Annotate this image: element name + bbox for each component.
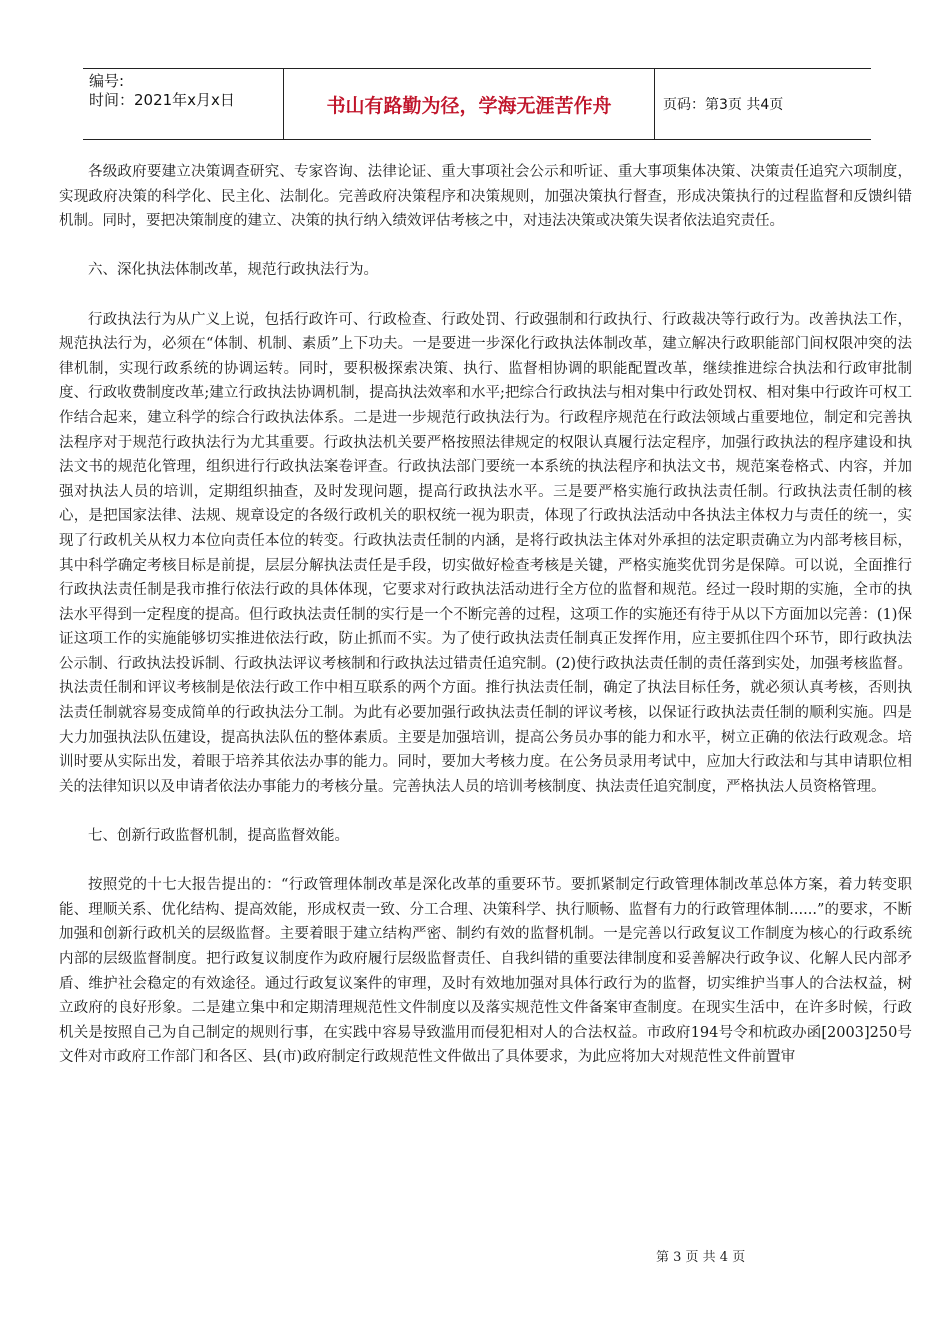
page-footer: 第 3 页 共 4 页 bbox=[656, 1250, 746, 1265]
header-page-info: 页码：第3页 共4页 bbox=[663, 97, 784, 113]
document-body bbox=[59, 160, 912, 1070]
document-number-label: 编号: bbox=[89, 72, 125, 90]
paragraph: 行政执法行为从广义上说，包括行政许可、行政检查、行政处罚、行政强制和行政执行、行政裁决等行政行为。改善执法工作，规范执法行为，必须在“体制、机制、素质”上下功夫。一是要进一步深化行政执法体制改革，建立解决行政职能部门间权限冲突的法律机制，实现行政系统的协调运转。同时，要积极探索决策、执行、监督相协调的职能配置改革，继续推进综合执法和行政审批制度、行政收费制度改革;建立行政执法协调机制，提高执法效率和水平;把综合行政执法与相对集中行政处罚权、相对集中行政许可权工作结合起来，建立科学的综合行政执法体系。二是进一步规范行政执法行为。行政程序规范在行政法领域占重要地位，制定和完善执法程序对于规范行政执法行为尤其重要。行政执法机关要严格按照法律规定的权限认真履行法定程序，加强行政执法的程序建设和执法文书的规范化管理，组织进行行政执法案卷评查。行政执法部门要统一本系统的执法程序和执法文书，规范案卷格式、内容，并加强对执法人员的培训，定期组织抽查，及时发现问题，提高行政执法水平。三是要严格实施行政执法责任制。行政执法责任制的核心，是把国家法律、法规、规章设定的各级行政机关的职权统一视为职责，体现了行政执法活动中各执法主体权力与责任的统一，实现了行政机关从权力本位向责任本位的转变。行政执法责任制的内涵，是将行政执法主体对外承担的法定职责确立为内部考核目标，其中科学确定考核目标是前提，层层分解执法责任是手段，切实做好检查考核是关键，严格实施奖优罚劣是保障。可以说，全面推行行政执法责任制是我市推行依法行政的具体体现，它要求对行政执法活动进行全方位的监督和规范。经过一段时期的实施，全市的执法水平得到一定程度的提高。但行政执法责任制的实行是一个不断完善的过程，这项工作的实施还有待于从以下方面加以完善：(1)保证这项工作的实施能够切实推进依法行政，防止抓而不实。为了使行政执法责任制真正发挥作用，应主要抓住四个环节，即行政执法公示制、行政执法投诉制、行政执法评议考核制和行政执法过错责任追究制。(2)使行政执法责任制的责任落到实处，加强考核监督。执法责任制和评议考核制是依法行政工作中相互联系的两个方面。推行执法责任制，确定了执法目标任务，就必须认真考核，否则执法责任制就容易变成简单的行政执法分工制。为此有必要加强行政执法责任制的评议考核，以保证行政执法责任制的顺利实施。四是大力加强执法队伍建设，提高执法队伍的整体素质。主要是加强培训，提高公务员办事的能力和水平，树立正确的依法行政观念。培训时要从实际出发，着眼于培养其依法办事的能力。同时，要加大考核力度。在公务员录用考试中，应加大行政法和与其申请职位相关的法律知识以及申请者依法办事能力的考核分量。完善执法人员的培训考核制度、执法责任追究制度，严格执法人员资格管理。 bbox=[59, 311, 912, 795]
paragraph: 按照党的十七大报告提出的：“行政管理体制改革是深化改革的重要环节。要抓紧制定行政管理体制改革总体方案，着力转变职能、理顺关系、优化结构、提高效能，形成权责一致、分工合理、决策科学、执行顺畅、监督有力的行政管理体制......”的要求，不断加强和创新行政机关的层级监督。主要着眼于建立结构严密、制约有效的监督机制。一是完善以行政复议工作制度为核心的行政系统内部的层级监督制度。把行政复议制度作为政府履行层级监督责任、自我纠错的重要法律制度和妥善解决行政争议、化解人民内部矛盾、维护社会稳定的有效途径。通过行政复议案件的审理，及时有效地加强对具体行政行为的监督，切实维护当事人的合法权益，树立政府的良好形象。二是建立集中和定期清理规范性文件制度以及落实规范性文件备案审查制度。在现实生活中，在许多时候，行政机关是按照自己为自己制定的规则行事，在实践中容易导致滥用而侵犯相对人的合法权益。市政府194号令和杭政办函[2003]250号文件对市政府工作部门和各区、县(市)政府制定行政规范性文件做出了具体要求，为此应将加大对规范性文件前置审 bbox=[59, 877, 912, 1066]
section-heading-seven: 七、创新行政监督机制，提高监督效能。 bbox=[88, 828, 349, 845]
header-meta bbox=[83, 69, 283, 139]
section-heading-six: 六、深化执法体制改革，规范行政执法行为。 bbox=[88, 262, 378, 279]
header-motto: 书山有路勤为径，学海无涯苦作舟 bbox=[283, 69, 655, 139]
paragraph: 各级政府要建立决策调查研究、专家咨询、法律论证、重大事项社会公示和听证、重大事项集体决策、决策责任追究六项制度，实现政府决策的科学化、民主化、法制化。完善政府决策程序和决策规则，加强决策执行督查，形成决策执行的过程监督和反馈纠错机制。同时，要把决策制度的建立、决策的执行纳入绩效评估考核之中，对违法决策或决策失误者依法追究责任。 bbox=[59, 164, 912, 230]
document-time-label: 时间：2021年x月x日 bbox=[89, 91, 235, 109]
page-header bbox=[83, 68, 871, 140]
